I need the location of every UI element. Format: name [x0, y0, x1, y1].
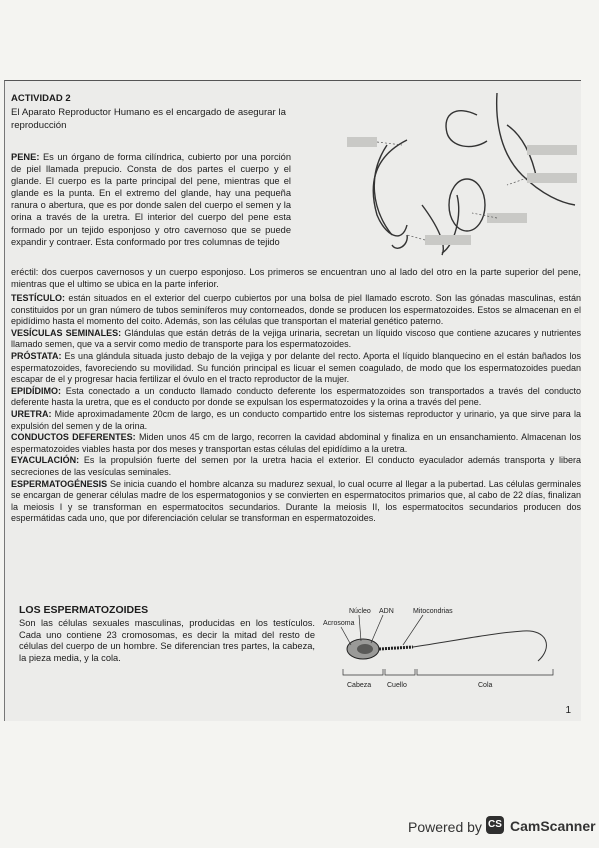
camscanner-watermark: [408, 816, 596, 838]
section-epididimo: [11, 386, 581, 409]
section-eyaculacion: [11, 455, 581, 478]
section-vesiculas: [11, 328, 581, 351]
page-number: 1: [565, 705, 571, 716]
section-term: URETRA:: [11, 408, 52, 419]
section-term: CONDUCTOS DEFERENTES:: [11, 432, 136, 443]
activity-intro: El Aparato Reproductor Humano es el encargado de asegurar la reproducción: [11, 107, 286, 131]
section-text: están situados en el exterior del cuerpo cubiertos por una bolsa de piel llamado escroto. Son las gónadas masculinas, están constituidos por un gran número de tubos seminíferos muy contorneados, donde se producen los espermatozoides. Estos se almacenan en el epidídimo hasta el momento del coito. Además, son las células que transportan el material genético paterno.: [11, 293, 581, 327]
camscanner-logo-icon: CS: [486, 816, 504, 834]
espermatozoides-title: LOS ESPERMATOZOIDES: [19, 604, 149, 616]
section-uretra: [11, 409, 581, 432]
section-term: PRÓSTATA:: [11, 350, 62, 361]
sperm-midpiece: [379, 647, 413, 649]
label-cola: Cola: [478, 682, 493, 689]
label-acrosoma: Acrosoma: [323, 620, 355, 627]
section-testiculo: [11, 293, 581, 328]
section-text: Es la propulsión fuerte del semen por la uretra hacia el exterior. El conducto eyaculador además transporta y libera secreciones de las vesículas seminales.: [11, 455, 581, 477]
label-box-5: [527, 145, 577, 155]
sperm-nucleus: [357, 644, 373, 654]
male-anatomy-illustration: [347, 85, 579, 257]
pene-text: Es un órgano de forma cilíndrica, cubierto por una porción de piel llamada prepucio. Consta de dos partes el cuerpo y el glande. El cuerpo es la parte principal del pene, mientras que el glande es la punta. En el extremo del glande, hay una pequeña ranura o abertura, que es por donde salen del cuerpo el semen y la orina a través de la uretra. El interior del cuerpo del pene esta formado por un tejido esponjoso y otro cavernoso que se puede expandir y contraer. Esta conformado por tres columnas de tejido: [11, 152, 291, 247]
section-text: Es una glándula situada justo debajo de la vejiga y por delante del recto. Aporta el líquido blanquecino en el están bañados los espermatozoides, favoreciendo su movilidad. Su función principal es licuar el semen coagulado, de modo que los espermatozoides puedan escapar de el y progresar hacia fertilizar el óvulo en el tracto reproductor de la mujer.: [11, 350, 581, 385]
section-text: Mide aproximadamente 20cm de largo, es un conducto compartido entre los sistemas reproductor y urinario, ya que sirve para la expulsión del semen y de la orina.: [11, 408, 581, 431]
section-term: TESTÍCULO:: [11, 293, 65, 303]
section-term: VESÍCULAS SEMINALES:: [11, 327, 122, 338]
pene-term: PENE:: [11, 152, 40, 162]
camscanner-brand: CamScanner: [510, 818, 596, 834]
label-box-2: [527, 173, 577, 183]
section-text: Glándulas que están detrás de la vejiga urinaria, secretan un líquido viscoso que contiene azucares y nutrientes llamado semen, que va a servir como medio de transporte para los espermatozoides.: [11, 327, 581, 350]
label-box-4: [425, 235, 471, 245]
sperm-diagram: [323, 603, 563, 695]
sperm-tail: [413, 631, 546, 661]
section-text: Miden unos 45 cm de largo, recorren la cavidad abdominal y finaliza en un ensanchamiento. Almacenan los espermatozoides viables hasta por dos meses y transportan estas células del epidídimo a la uretra.: [11, 432, 581, 454]
powered-by-text: Powered by: [408, 819, 482, 835]
document-page: [4, 80, 581, 721]
label-cabeza: Cabeza: [347, 682, 372, 689]
label-box-1: [347, 137, 377, 147]
label-box-3: [487, 213, 527, 223]
activity-title: ACTIVIDAD 2: [11, 93, 71, 104]
label-nucleo: Núcleo: [349, 608, 371, 615]
label-adn: ADN: [379, 608, 394, 615]
section-term: EPIDÍDIMO:: [11, 385, 62, 396]
section-term: EYACULACIÓN:: [11, 455, 80, 466]
section-prostata: [11, 351, 581, 386]
section-term: ESPERMATOGÉNESIS: [11, 478, 108, 489]
pene-continuation: eréctil: dos cuerpos cavernosos y un cuerpo esponjoso. Los primeros se encuentran uno al lado del otro en la parte superior del pene, mientras que el ultimo se ubica en la parte inferior.: [11, 267, 581, 290]
section-espermatogenesis: [11, 479, 581, 525]
sections-block: [11, 293, 581, 525]
label-cuello: Cuello: [387, 682, 407, 689]
section-text: Esta conectado a un conducto llamado conducto deferente los espermatozoides son transportados a través del conducto deferente hasta la uretra, que es el conducto por donde se expulsan los espermatozoides y la orina a través del pene.: [11, 385, 581, 408]
espermatozoides-text: Son las células sexuales masculinas, producidas en los testículos. Cada uno contiene 23 cromosomas, es decir la mitad del resto de células del cuerpo de un hombre. Se diferencian tres partes, la cabeza, la pieza media, y la cola.: [19, 618, 315, 663]
section-conductos: [11, 432, 581, 455]
pene-paragraph: [11, 151, 291, 248]
label-mitocondrias: Mitocondrias: [413, 608, 453, 615]
section-text: Se inicia cuando el hombre alcanza su madurez sexual, lo cual ocurre al llegar a la pubertad. Las células germinales se encargan de generar células madre de los espermatogonios y se convierten en espermatocitos primarios que, al cabo de 22 días, finalizan la meiosis I y se transforman en espermatocitos secundarios. Durante la meiosis II, los espermatocitos secundarios producen dos espermátidas cada uno, que por diferenciación celular se transforman en espermatozoides.: [11, 478, 581, 524]
